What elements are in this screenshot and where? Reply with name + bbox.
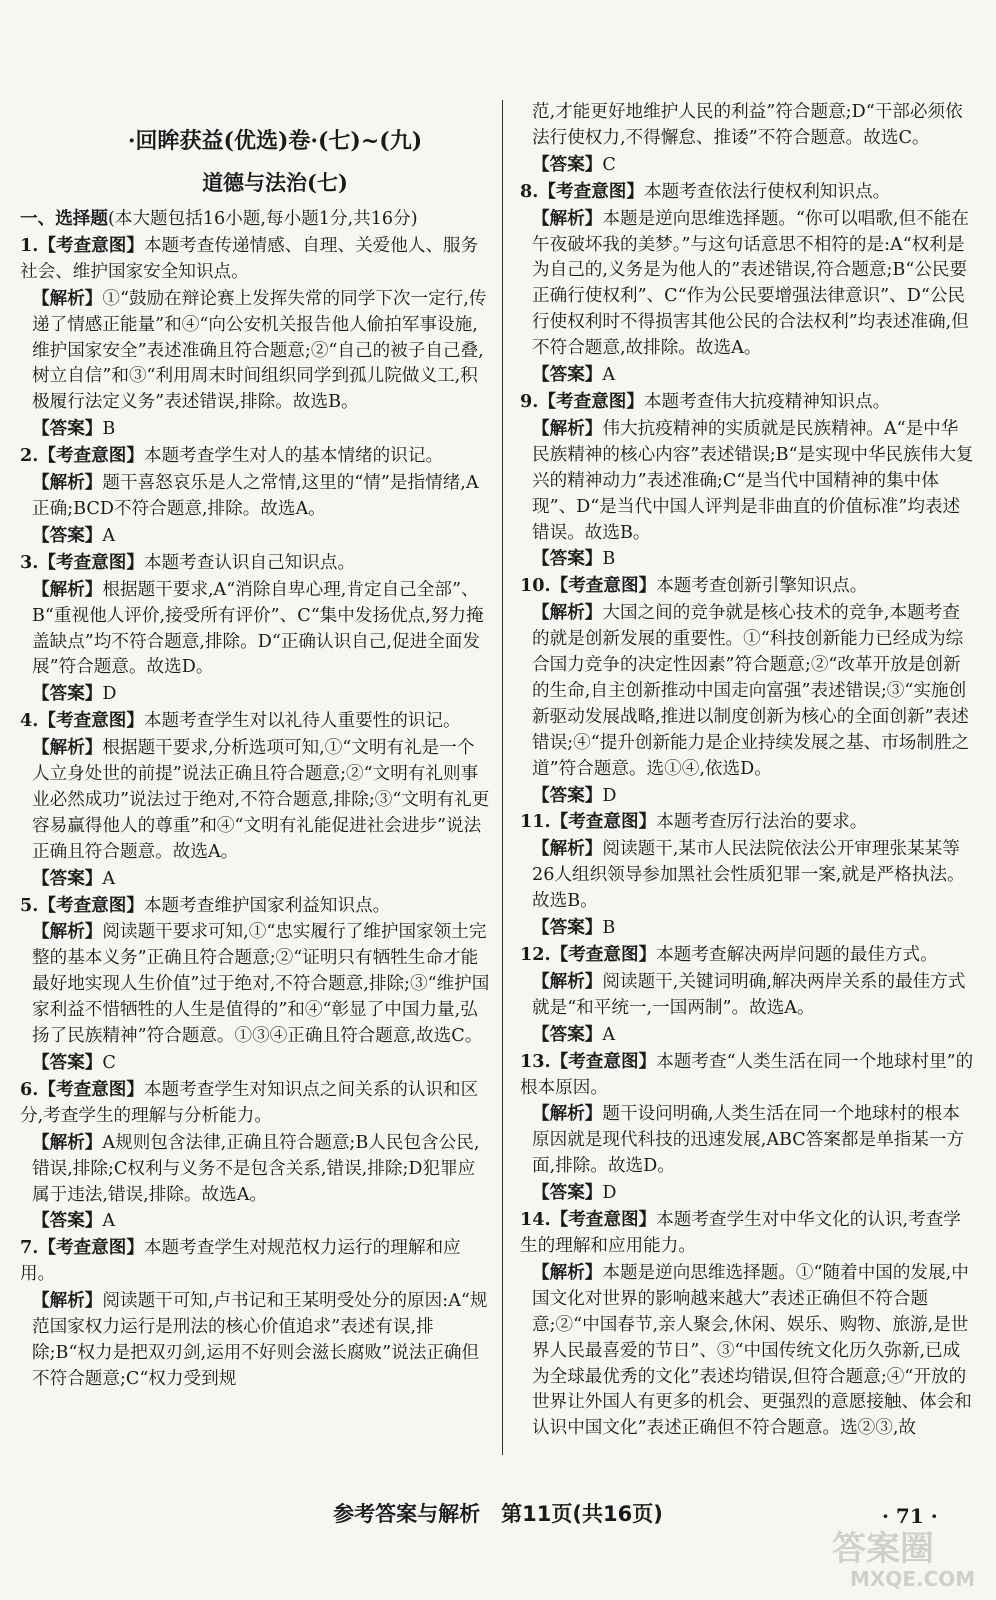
answer-tag: 【答案】 [532,1182,603,1204]
question-6 [20,1077,490,1235]
analysis-tag: 【解析】 [32,1290,103,1312]
analysis-tag: 【解析】 [32,1131,103,1153]
intent-tag: 【考查意图】 [38,445,144,467]
intent-text: 本题考查学生对以礼待人重要性的识记。 [143,711,461,732]
answer-value: C [102,1053,116,1073]
answer-tag: 【答案】 [532,1023,603,1045]
answer-tag: 【答案】 [532,364,603,386]
answer-value: B [602,918,616,939]
analysis-text: 阅读题干,某市人民法院依法公开审理张某某等26人组织领导参加黑社会性质犯罪一案,就是严格执法。故选B。 [532,839,965,912]
question-5 [20,893,490,1077]
intent-text: 本题考查依法行使权利知识点。 [643,181,891,202]
question-number: 13. [520,1050,551,1072]
question-number: 3. [20,551,39,573]
section-heading [20,206,490,233]
intent-text: 本题考查学生对人的基本情绪的识记。 [143,446,444,467]
answer-tag: 【答案】 [32,867,103,889]
answer-tag: 【答案】 [32,1210,103,1232]
answer-value: A [602,1024,616,1045]
intent-tag: 【考查意图】 [38,1237,144,1259]
answer-value: A [102,525,116,546]
intent-text: 本题考查学生对知识点之间关系的认识和区分,考查学生的理解与分析能力。 [20,1079,479,1126]
question-number: 9. [520,390,539,412]
section-note: (本大题包括16小题,每小题1分,共16分) [107,209,418,229]
answer-value: D [102,684,117,705]
analysis-tag: 【解析】 [32,287,103,309]
question-number: 8. [520,180,539,202]
answer-tag: 【答案】 [32,418,103,440]
intent-tag: 【考查意图】 [550,944,657,965]
analysis-tag: 【解析】 [532,1103,603,1125]
answer-tag: 【答案】 [532,548,603,570]
answer-tag: 【答案】 [32,1052,103,1073]
intent-tag: 【考查意图】 [550,1209,657,1231]
analysis-tag: 【解析】 [532,1261,603,1283]
page-subtitle: 道德与法治(七) [202,170,348,195]
question-number: 14. [520,1209,551,1231]
question-7 [20,1235,490,1392]
intent-tag: 【考查意图】 [38,551,144,573]
answer-value: D [602,1183,617,1204]
intent-text: 本题考查厉行法治的要求。 [656,812,868,833]
intent-text: 本题考查认识自己知识点。 [143,552,356,573]
answer-value: B [102,419,116,440]
question-13 [520,1049,974,1207]
left-column [20,100,490,1393]
analysis-tag: 【解析】 [32,472,103,494]
intent-tag: 【考查意图】 [38,1078,144,1100]
analysis-tag: 【解析】 [32,737,103,759]
answer-value: A [602,365,616,386]
analysis-text: A规则包含法律,正确且符合题意;B人民包含公民,错误,排除;C权利与义务不是包含关系,错误,排除;D犯罪应属于违法,错误,排除。故选A。 [32,1132,480,1205]
intent-text: 本题考查学生对中华文化的认识,考查学生的理解和应用能力。 [520,1210,961,1256]
answer-tag: 【答案】 [32,683,103,705]
answer-value: B [602,549,616,570]
answer-value: A [102,1211,116,1232]
intent-text: 本题考查解决两岸问题的最佳方式。 [656,945,938,965]
answer-tag: 【答案】 [32,524,103,546]
analysis-text: 根据题干要求,A“消除自卑心理,肯定自己全部”、B“重视他人评价,接受所有评价”、C“集中发扬优点,努力掩盖缺点”均不符合题意,排除。D“正确认识自己,促进全面发展”符合题意。故选D。 [32,579,484,678]
analysis-text: 根据题干要求,分析选项可知,①“文明有礼是一个人立身处世的前提”说法正确且符合题意;②“文明有礼则事业必然成功”说法过于绝对,不符合题意,排除;③“文明有礼更容易赢得他人的尊重”和④“文明有礼能促进社会进步”说法正确且符合题意。故选A。 [32,738,490,862]
analysis-tag: 【解析】 [532,417,603,439]
intent-tag: 【考查意图】 [550,811,657,833]
question-10 [520,573,974,809]
intent-text: 本题考查学生对规范权力运行的理解和应用。 [20,1238,461,1285]
question-number: 6. [20,1078,39,1100]
question-12 [520,942,974,1049]
intent-tag: 【考查意图】 [38,234,144,256]
question-1 [20,233,490,443]
intent-text: 本题考查“人类生活在同一个地球村里”的根本原因。 [520,1051,974,1098]
question-number: 11. [520,811,551,833]
analysis-tag: 【解析】 [32,578,103,600]
intent-text: 本题考查传递情感、自理、关爱他人、服务社会、维护国家安全知识点。 [20,235,479,282]
question-4 [20,708,490,892]
intent-text: 本题考查伟大抗疫精神知识点。 [643,391,891,412]
question-number: 2. [20,445,39,467]
analysis-text: 阅读题干可知,卢书记和王某明受处分的原因:A“规范国家权力运行是刑法的核心价值追求”表述有误,排除;B“权力是把双刃剑,运用不好则会滋长腐败”说法正确但不符合题意;C“权力受到规 [32,1291,488,1389]
page-footer: 参考答案与解析 第11页(共16页) [333,1502,663,1526]
right-column [520,100,974,1442]
analysis-tag: 【解析】 [32,921,103,943]
question-number: 7. [20,1237,39,1259]
analysis-text: 本题是逆向思维选择题。“你可以唱歌,但不能在午夜破坏我的美梦。”与这句话意思不相符的是:A“权利是为自己的,义务是为他人的”表述错误,符合题意;B“公民要正确行使权利”、C“作为公民要增强法律意识”、D“公民行使权利时不得损害其他公民的合法权利”均表述准确,但不符合题意,故排除。故选A。 [532,208,969,359]
question-2 [20,443,490,550]
question-number: 12. [520,944,551,965]
analysis-tag: 【解析】 [532,207,603,229]
answer-tag: 【答案】 [532,784,603,806]
analysis-tag: 【解析】 [532,602,603,624]
column-divider [502,100,503,1455]
intent-tag: 【考查意图】 [538,390,644,412]
analysis-text: 阅读题干,关键词明确,解决两岸关系的最佳方式就是“和平统一,一国两制”。故选A。 [532,971,966,1018]
watermark-logo [828,1520,988,1592]
analysis-text: 题干设问明确,人类生活在同一个地球村的根本原因就是现代科技的迅速发展,ABC答案都是单指某一方面,排除。故选D。 [532,1104,965,1177]
question-8 [520,179,974,389]
analysis-text: 本题是逆向思维选择题。①“随着中国的发展,中国文化对世界的影响越来越大”表述正确但不符合题意;②“中国春节,亲人聚会,休闲、娱乐、购物、旅游,是世界人民最喜爱的节日”、③“中国传统文化历久弥新,已成为全球最优秀的文化”表述均错误,但符合题意;④“开放的世界让外国人有更多的机会、更强烈的意愿接触、体会和认识中国文化”表述正确但不符合题意。选②③,故 [532,1262,972,1439]
analysis-tag: 【解析】 [532,838,603,860]
analysis-text: ①“鼓励在辩论赛上发挥失常的同学下次一定行,传递了情感正能量”和④“向公安机关报告他人偷拍军事设施,维护国家安全”表述准确且符合题意;②“自己的被子自己叠,树立自信”和③“利用周末时间组织同学到孤儿院做义工,积极履行法定义务”表述错误,排除。故选B。 [32,288,487,413]
question-9 [520,389,974,573]
section-label: 一、选择题 [20,208,108,229]
intent-tag: 【考查意图】 [38,894,144,916]
question-number: 4. [20,710,39,732]
question-7-continued: 范,才能更好地维护人民的利益”符合题意;D“干部必须依法行使权力,不得懈怠、推诿”不符合题意。故选C。 [532,102,963,148]
analysis-text: 伟大抗疫精神的实质就是民族精神。A“是中华民族精神的核心内容”表述错误;B“是实现中华民族伟大复兴的精神动力”表述准确;C“是当代中国精神的集中体现”、D“是当代中国人评判是非曲直的价值标准”均表述错误。故选B。 [532,418,974,543]
question-number: 5. [20,894,39,916]
intent-tag: 【考查意图】 [538,180,644,202]
analysis-tag: 【解析】 [532,970,603,992]
question-3 [20,550,490,708]
page-number: · 71 · [882,1504,938,1528]
answer-value: A [102,868,116,889]
page-title: ·回眸获益(优选)卷·(七)~(九) [127,128,423,154]
answer-tag: 【答案】 [532,153,603,175]
analysis-text: 大国之间的竞争就是核心技术的竞争,本题考查的就是创新发展的重要性。①“科技创新能力已经成为综合国力竞争的决定性因素”符合题意;②“改革开放是创新的生命,自主创新推动中国走向富强”表述错误;③“实施创新驱动发展战略,推进以制度创新为核心的全面创新”表述错误;④“提升创新能力是企业持续发展之基、市场制胜之道”符合题意。选①④,依选D。 [532,603,970,779]
question-11 [520,809,974,942]
answer-value: D [602,785,617,806]
question-number: 1. [20,234,39,256]
watermark-text: 答案圈 [832,1529,934,1569]
intent-tag: 【考查意图】 [38,710,144,732]
intent-text: 本题考查维护国家利益知识点。 [143,895,391,916]
watermark-sub: MXQE.COM [850,1567,976,1591]
intent-tag: 【考查意图】 [550,575,657,597]
answer-tag: 【答案】 [532,917,603,939]
question-number: 10. [520,575,551,597]
analysis-text: 阅读题干要求可知,①“忠实履行了维护国家领土完整的基本义务”正确且符合题意;②“证明只有牺牲生命才能最好地实现人生价值”过于绝对,不符合题意,排除;③“维护国家利益不惜牺牲的人生是值得的”和④“彰显了中国力量,弘扬了民族精神”符合题意。①③④正确且符合题意,故选C。 [32,922,490,1047]
answer-value: C [602,154,616,175]
question-14 [520,1207,974,1442]
intent-text: 本题考查创新引擎知识点。 [656,576,868,597]
analysis-text: 题干喜怒哀乐是人之常情,这里的“情”是指情绪,A正确;BCD不符合题意,排除。故选A。 [32,473,479,519]
intent-tag: 【考查意图】 [550,1050,657,1072]
